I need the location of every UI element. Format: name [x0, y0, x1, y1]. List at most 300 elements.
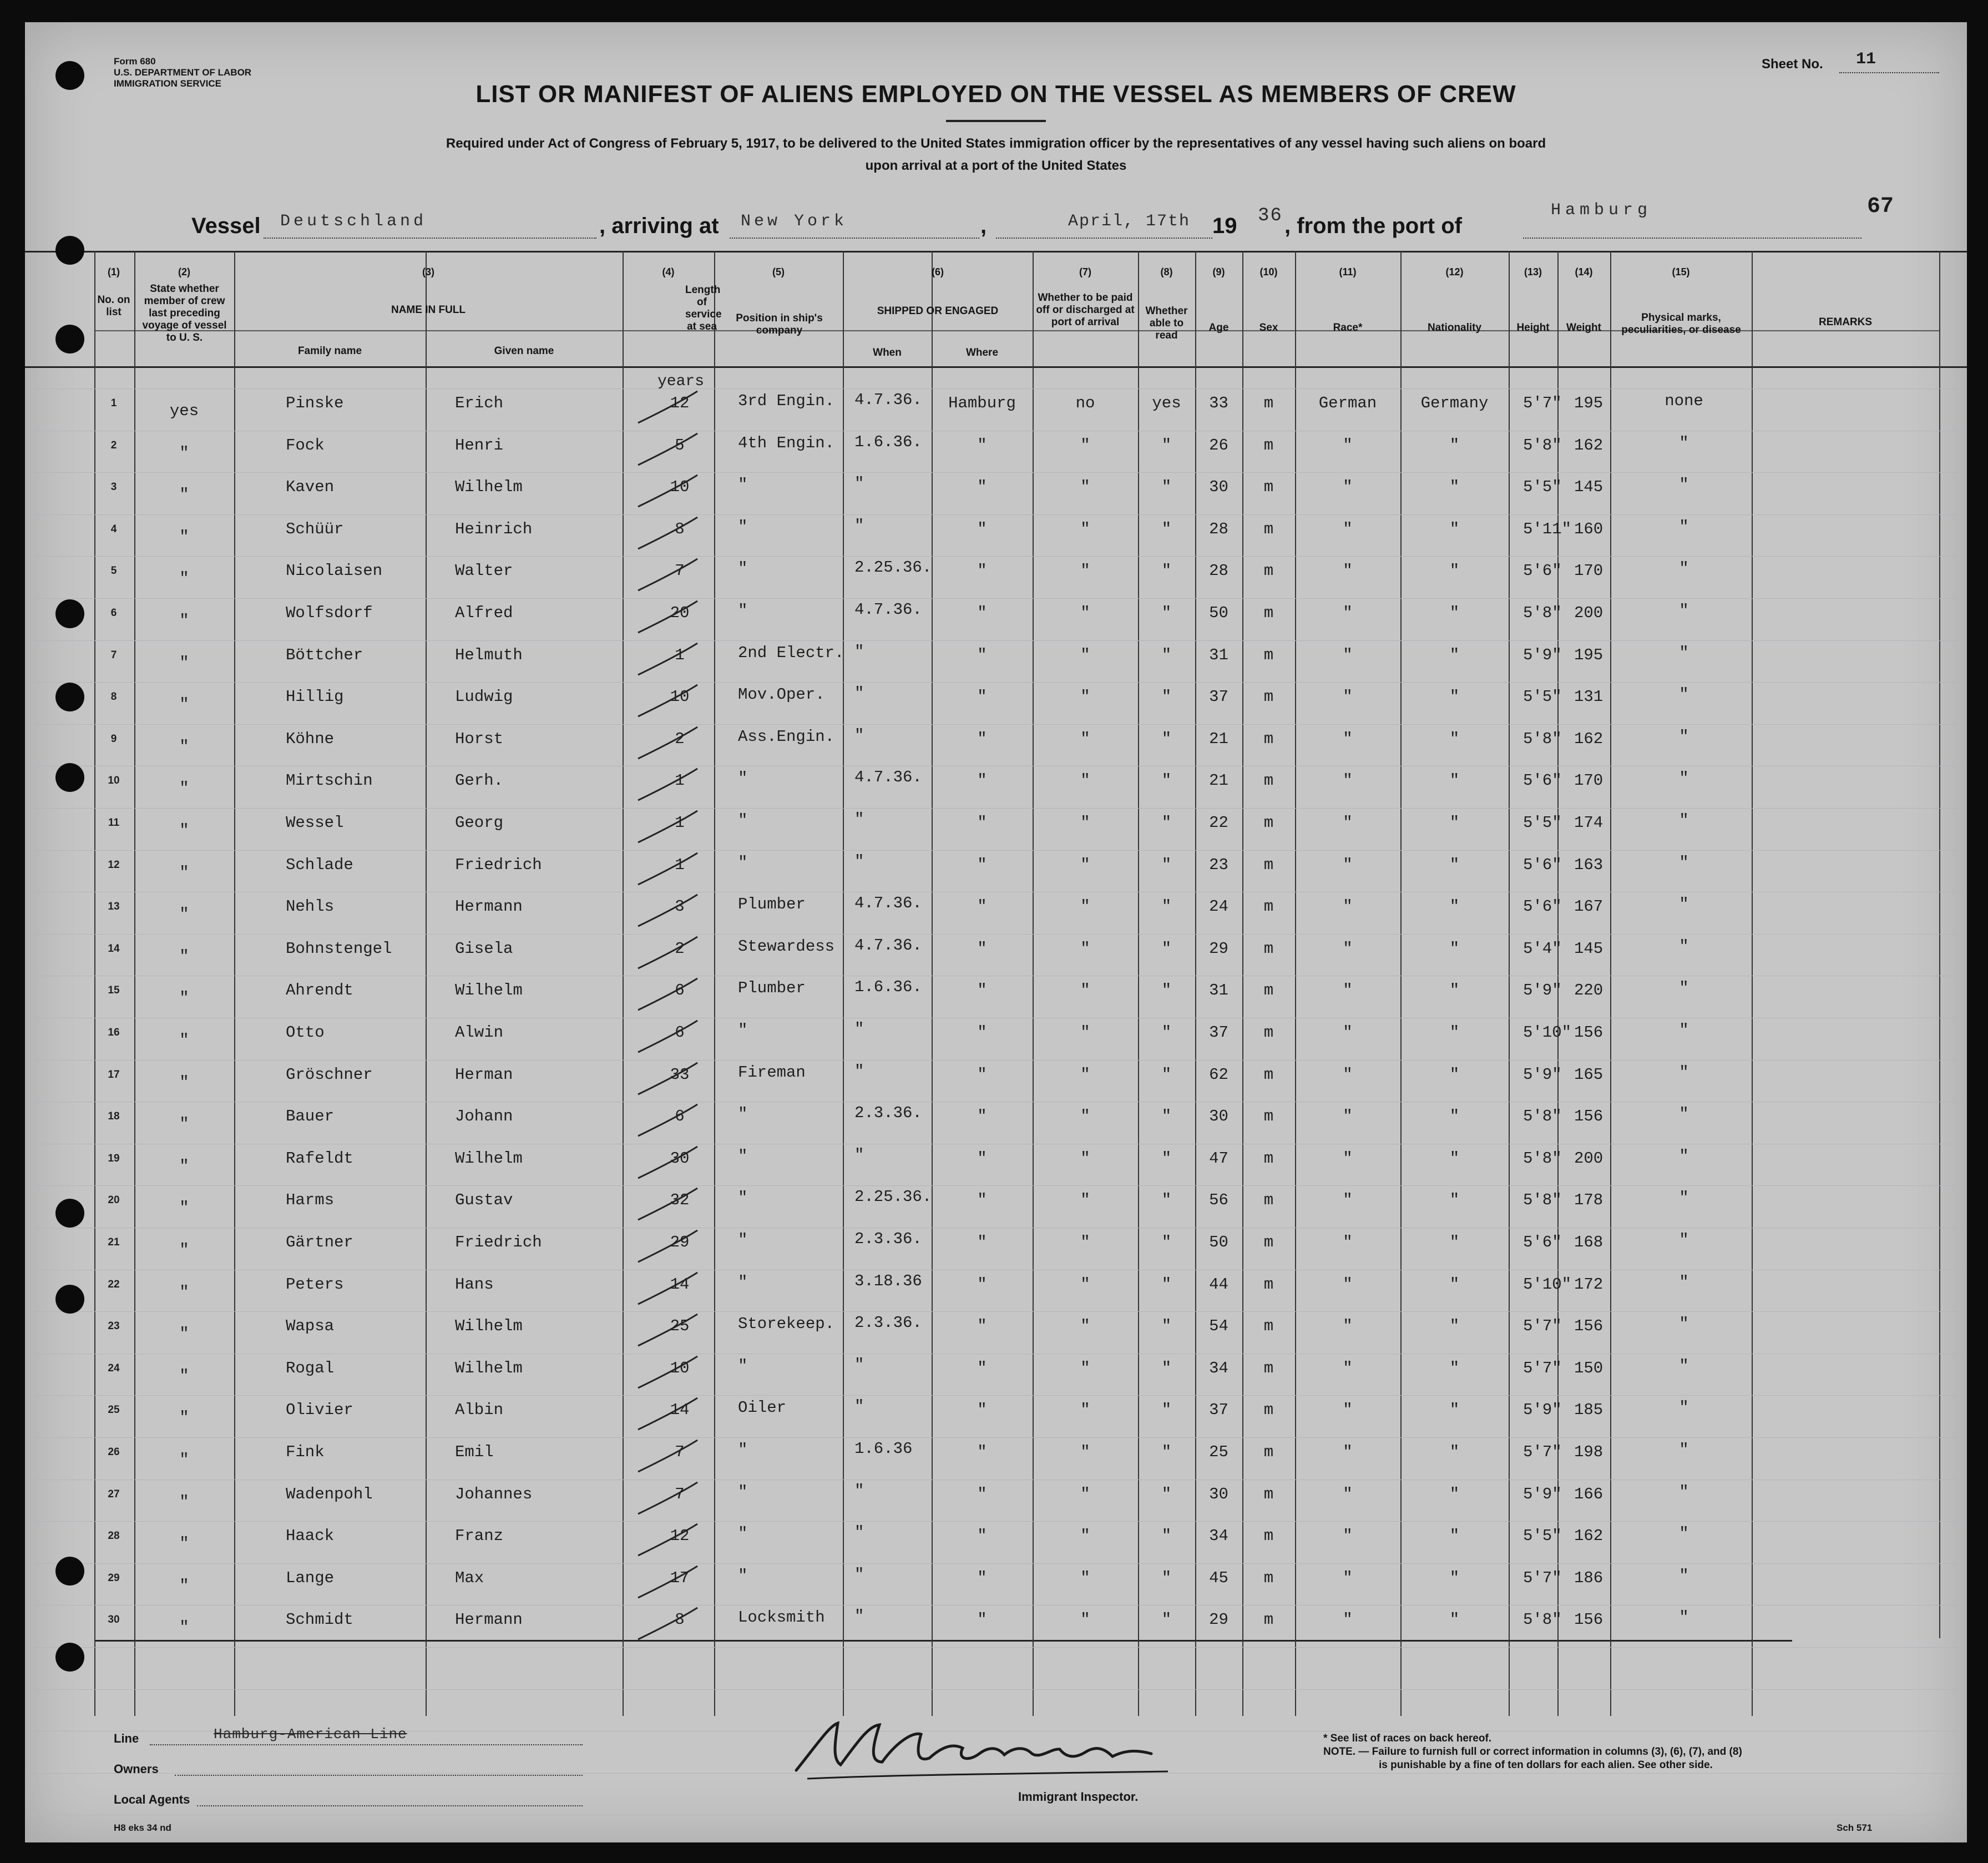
cell-nat: " [1449, 478, 1460, 497]
cell-prev: " [179, 1325, 189, 1344]
cell-marks: " [1679, 979, 1689, 998]
cell-race: " [1343, 688, 1353, 706]
cell-race: German [1318, 394, 1377, 412]
cell-prev: " [179, 653, 189, 672]
cell-family: Pinske [286, 394, 344, 412]
cell-no: 9 [110, 733, 117, 745]
cell-race: " [1343, 855, 1353, 874]
cell-nat: " [1449, 688, 1460, 706]
cell-sex: m [1263, 897, 1274, 916]
cell-given: Hans [455, 1275, 494, 1294]
cell-sex: m [1263, 688, 1274, 706]
cell-age: 45 [1209, 1568, 1228, 1587]
cell-no: 25 [108, 1404, 120, 1416]
cell-race: " [1343, 478, 1353, 497]
cell-where: " [977, 1401, 987, 1420]
punch-hole [55, 683, 84, 711]
cell-where: " [977, 1610, 987, 1629]
cell-no: 28 [108, 1530, 120, 1542]
cell-nat: " [1449, 855, 1460, 874]
cell-nat: " [1449, 1610, 1460, 1629]
cell-marks: " [1679, 433, 1689, 452]
cell-service: 5 [675, 436, 685, 455]
cell-age: 21 [1209, 771, 1228, 790]
manifest-title: LIST OR MANIFEST OF ALIENS EMPLOYED ON THE VESSEL AS MEMBERS OF CREW [475, 80, 1516, 108]
cell-no: 8 [110, 691, 117, 703]
cell-read: " [1161, 814, 1172, 832]
cell-position: " [738, 559, 748, 578]
cell-service: 7 [675, 562, 685, 580]
header-bottom-rule [25, 366, 1967, 368]
cell-sex: m [1263, 1401, 1274, 1420]
cell-family: Nicolaisen [286, 562, 383, 580]
cell-when: " [854, 810, 864, 829]
cell-sex: m [1263, 562, 1274, 580]
check-mark [635, 1018, 702, 1057]
cell-height: 5'8" [1523, 1191, 1562, 1210]
check-mark [635, 808, 702, 847]
col-nationality: Nationality [1427, 322, 1482, 334]
cell-family: Mirtschin [286, 771, 373, 790]
punch-hole [55, 1557, 84, 1586]
cell-given: Alwin [455, 1023, 504, 1042]
cell-sex: m [1263, 604, 1274, 622]
cell-prev: yes [169, 402, 199, 420]
cell-read: " [1161, 1401, 1172, 1420]
cell-nat: " [1449, 729, 1460, 748]
cell-sex: m [1263, 771, 1274, 790]
cell-age: 34 [1209, 1359, 1228, 1377]
check-mark [635, 1060, 702, 1099]
check-mark [635, 682, 702, 721]
cell-family: Wapsa [286, 1317, 335, 1336]
cell-read: " [1161, 1610, 1172, 1629]
cell-where: " [977, 1359, 987, 1377]
cell-service: 17 [670, 1568, 690, 1587]
cell-nat: " [1449, 1107, 1460, 1126]
cell-race: " [1343, 1568, 1353, 1587]
cell-position: " [738, 1189, 748, 1208]
race-note: * See list of races on back hereof. [1323, 1733, 1492, 1744]
cell-age: 62 [1209, 1065, 1228, 1084]
cell-sex: m [1263, 436, 1274, 455]
cell-height: 5'7" [1523, 1317, 1562, 1336]
cell-prev: " [179, 821, 189, 840]
cell-weight: 198 [1574, 1443, 1603, 1461]
cell-family: Schlade [286, 855, 353, 874]
check-mark [635, 1354, 702, 1392]
cell-marks: " [1679, 1105, 1689, 1124]
cell-position: " [738, 1524, 748, 1543]
cell-sex: m [1263, 1065, 1274, 1084]
cell-sex: m [1263, 478, 1274, 497]
cell-read: " [1161, 436, 1172, 455]
cell-age: 33 [1209, 394, 1228, 412]
act-subtitle-2: upon arrival at a port of the United States [865, 158, 1127, 173]
cell-when: " [854, 1062, 864, 1081]
cell-when: " [854, 642, 864, 661]
cell-sex: m [1263, 394, 1274, 412]
cell-no: 3 [110, 481, 117, 493]
cell-race: " [1343, 519, 1353, 538]
cell-when: " [854, 1607, 864, 1626]
cell-service: 12 [670, 394, 690, 412]
cell-sex: m [1263, 1023, 1274, 1042]
departure-port: Hamburg [1551, 201, 1652, 220]
cell-when: 1.6.36. [854, 978, 922, 997]
cell-weight: 162 [1574, 1527, 1603, 1546]
cell-paid: " [1080, 436, 1090, 455]
check-mark [635, 640, 702, 679]
col-position: Position in ship's company [736, 312, 823, 336]
punch-hole [55, 236, 84, 265]
cell-sex: m [1263, 1610, 1274, 1629]
cell-no: 30 [108, 1614, 120, 1626]
cell-race: " [1343, 1401, 1353, 1420]
col-family-name: Family name [297, 345, 362, 357]
cell-weight: 150 [1574, 1359, 1603, 1377]
check-mark [635, 514, 702, 553]
cell-service: 32 [670, 1191, 690, 1210]
sheet-number: 11 [1856, 50, 1876, 69]
cell-no: 22 [108, 1278, 120, 1290]
cell-when: " [854, 684, 864, 703]
column-line [623, 251, 624, 1716]
cell-service: 30 [670, 1149, 690, 1168]
cell-service: 20 [670, 604, 690, 622]
cell-where: " [977, 1317, 987, 1336]
cell-height: 5'6" [1523, 897, 1562, 916]
cell-nat: " [1449, 1317, 1460, 1336]
cell-sex: m [1263, 1107, 1274, 1126]
cell-when: " [854, 852, 864, 871]
cell-weight: 200 [1574, 1149, 1603, 1168]
manifest-sheet: Form 680 U.S. DEPARTMENT OF LABOR IMMIGRATION SERVICE Sheet No. 11 LIST OR MANIFEST OF ALIENS EMPLOYED ON THE VESSEL AS MEMBERS OF CREW Required under Act of Congress of February 5, 1917, to be delivered to the United States immigration officer by the representatives of any vessel having such aliens on board upon arrival at a port of the United States Vessel Deutschland , arriving at New York , April, 17th 19 36 , from the port of Hamburg 67 (1) (2) (3) (4) (5) (6) (7) (8) (9) (10) (11) (12) (13) (14) (15) No. on list State whether member of crew last preceding voyage of vessel to U. S. NAME IN FULL Family name Given name Length of service at sea Position in ship's company SHIPPED OR ENGAGED When Where Whether to be paid off or discharged at port of arrival Whether able to read Age Sex Race* Nationality Height Weight Physical marks, peculiarities, or disease REMARKS years 1 yes Pinske Erich 12 3rd Engin. 4.7.36. Hamburg no yes 33 m German Germany 5'7" 195 none 2 " Fock Henri 5 4th Engin. 1.6.36. " " " 26 m " " 5'8" 162 " 3 " Kaven Wilhelm 10 " " " " " 30 m " " 5'5" 145 " 4 " Schüür Heinrich 8 " " " " " 28 m " " 5'11" 160 " 5 " Nicolaisen Walter 7 " 2.25.36. " " " 28 m " " 5'6" 170 " 6 " Wolfsdorf Alfred 20 " 4.7.36. " " " 50 m " " 5'8" 200 " 7 " Böttcher Helmuth 1 2nd Electr. " " " " 31 m " " 5'9" 195 " 8 " Hillig Ludwig 10 Mov.Oper. " " " " 37 m " " 5'5" 131 " 9 " Köhne Horst 2 Ass.Engin. " " " " 21 m " " 5'8" 162 " 10 " Mirtschin Gerh. 1 " 4.7.36. " " " 21 m " " 5'6" 170 " 11 " Wessel Georg 1 " " " " " 22 m " " 5'5" 174 " 12 " Schlade Friedrich 1 " " " " " 23 m " " 5'6" 163 " 13 " Nehls Hermann 3 Plumber 4.7.36. " " " 24 m " " 5'6" 167 " 14 " Bohnstengel Gisela 2 Stewardess 4.7.36. " " " 29 m " " 5'4" 145 " 15 " Ahrendt Wilhelm 6 Plumber 1.6.36. " " " 31 m " " 5'9" 220 " 16 " Otto Alwin 6 " " " " " 37 m " " 5'10" 156 " 17 " Gröschner Herman 33 Fireman " " " " 62 m " " 5'9" 165 " 18 " Bauer Johann 6 " 2.3.36. " " " 30 m " " 5'8" 156 " 19 " Rafeldt Wilhelm 30 " " " " " 47 m " " 5'8" 200 " 20 " Harms Gustav 32 " 2.25.36. " " " 56 m " " 5'8" 178 " 21 " Gärtner Friedrich 29 " 2.3.36. " " " 50 m " " 5'6" 168 " 22 " Peters Hans 14 " 3.18.36 " " " 44 m " " 5'10" 172 " 23 " Wapsa Wilhelm 25 Storekeep. 2.3.36. " " " 54 m " " 5'7" 156 " 24 " Rogal Wilhelm 10 " " " " " 34 m " " 5'7" 150 " 25 " Olivier Albin 14 Oiler " " " " 37 m " " 5'9" 185 " 26 " Fink Emil 7 " 1.6.36 " " " 25 m " " 5'7" 198 " 27 " Wadenpohl Johannes 7 " " " " " 30 m " " 5'9" 166 " 28 " Haack Franz 12 " " " " " 34 m " " 5'5" 162 " 29 " Lange Max 17 " " " " " 45 m " " 5'7" 186 " 30 " Schmidt Hermann 8 Locksmith " " " " 29 m " " 5'8" 156 " Line Hamburg-American Line Owners Local Agents Immigrant Inspector. * See list of races on back hereof. NOTE. — Failure to furnish full or correct information in columns (3), (6), (7), and (8) is punishable by a fine of ten dollars for each alien. See other side. H8 eks 34 nd Sch 571 [25, 22, 1967, 1842]
cell-when: " [854, 1565, 864, 1584]
cell-when: " [854, 1020, 864, 1038]
col-remarks: REMARKS [1818, 316, 1873, 328]
cell-nat: " [1449, 814, 1460, 832]
ruled-line [25, 1437, 1967, 1438]
cell-nat: " [1449, 1359, 1460, 1377]
cell-nat: " [1449, 1443, 1460, 1461]
cell-position: " [738, 769, 748, 788]
cell-paid: " [1080, 897, 1090, 916]
cell-paid: " [1080, 1485, 1090, 1503]
cell-where: " [977, 1065, 987, 1084]
cell-given: Wilhelm [455, 981, 523, 1000]
ruled-line [25, 598, 1967, 599]
cell-race: " [1343, 1023, 1353, 1042]
cell-service: 10 [670, 1359, 690, 1377]
cell-position: " [738, 1273, 748, 1291]
cell-nat: " [1449, 1485, 1460, 1503]
cell-where: " [977, 939, 987, 958]
cell-no: 26 [108, 1446, 120, 1458]
cell-weight: 162 [1574, 436, 1603, 455]
cell-service: 3 [675, 897, 685, 916]
cell-age: 25 [1209, 1443, 1228, 1461]
cell-prev: " [179, 779, 189, 798]
col-state-whether: State whether member of crew last preceding voyage of vessel to U. S. [142, 283, 227, 344]
cell-race: " [1343, 939, 1353, 958]
cell-position: Stewardess [738, 937, 835, 956]
check-mark [635, 724, 702, 763]
cell-age: 30 [1209, 1107, 1228, 1126]
cell-age: 24 [1209, 897, 1228, 916]
cell-weight: 167 [1574, 897, 1603, 916]
cell-paid: " [1080, 729, 1090, 748]
cell-prev: " [179, 1157, 189, 1175]
col-able-read: Whether able to read [1145, 305, 1188, 341]
cell-marks: " [1679, 1524, 1689, 1543]
cell-given: Gustav [455, 1191, 513, 1210]
cell-where: " [977, 645, 987, 664]
cell-given: Herman [455, 1065, 513, 1084]
cell-service: 14 [670, 1401, 690, 1420]
cell-sex: m [1263, 1359, 1274, 1377]
cell-given: Max [455, 1568, 484, 1587]
ruled-line [25, 1521, 1967, 1522]
cell-prev: " [179, 1199, 189, 1218]
cell-no: 2 [110, 439, 117, 451]
cell-service: 12 [670, 1527, 690, 1546]
cell-service: 1 [675, 645, 685, 664]
check-mark [635, 1605, 702, 1644]
cell-nat: " [1449, 604, 1460, 622]
column-line [426, 251, 427, 1716]
cell-given: Friedrich [455, 855, 542, 874]
vessel-label: Vessel [191, 214, 261, 238]
cell-service: 8 [675, 1610, 685, 1629]
cell-nat: " [1449, 1233, 1460, 1251]
cell-nat: " [1449, 1527, 1460, 1546]
cell-race: " [1343, 1275, 1353, 1294]
cell-no: 20 [108, 1194, 120, 1206]
check-mark [635, 1270, 702, 1309]
cell-marks: " [1679, 1608, 1689, 1627]
vessel-name: Deutschland [280, 212, 427, 231]
cell-weight: 131 [1574, 688, 1603, 706]
cell-where: " [977, 1107, 987, 1126]
cell-race: " [1343, 1610, 1353, 1629]
cell-prev: " [179, 1576, 189, 1595]
col-weight: Weight [1566, 322, 1601, 334]
cell-position: " [738, 1482, 748, 1501]
punch-hole [55, 763, 84, 792]
cell-read: " [1161, 1443, 1172, 1461]
arrival-date: April, 17th [1068, 212, 1191, 231]
cell-family: Nehls [286, 897, 335, 916]
cell-race: " [1343, 729, 1353, 748]
cell-prev: " [179, 905, 189, 924]
cell-position: 3rd Engin. [738, 392, 835, 410]
cell-read: " [1161, 771, 1172, 790]
cell-age: 28 [1209, 519, 1228, 538]
check-mark [635, 976, 702, 1014]
ruled-line [25, 1647, 1967, 1648]
vessel-line [264, 238, 596, 239]
form-number: Form 680 [114, 56, 156, 67]
cell-when: " [854, 1355, 864, 1374]
table-bottom-rule [94, 1640, 1792, 1642]
cell-marks: " [1679, 1273, 1689, 1291]
cell-height: 5'11" [1523, 519, 1572, 538]
cell-height: 5'9" [1523, 1065, 1562, 1084]
ruled-line [25, 472, 1967, 473]
cell-no: 21 [108, 1236, 120, 1248]
cell-age: 54 [1209, 1317, 1228, 1336]
cell-sex: m [1263, 981, 1274, 1000]
cell-paid: " [1080, 519, 1090, 538]
cell-no: 5 [110, 565, 117, 577]
cell-height: 5'8" [1523, 436, 1562, 455]
col-height: Height [1516, 322, 1550, 334]
cell-where: " [977, 436, 987, 455]
cell-when: " [854, 1145, 864, 1164]
col-length-service: Length of service at sea [685, 284, 722, 332]
cell-read: " [1161, 1149, 1172, 1168]
cell-age: 29 [1209, 1610, 1228, 1629]
check-mark [635, 1144, 702, 1183]
ruled-line [25, 1185, 1967, 1186]
cell-position: Mov.Oper. [738, 685, 825, 704]
cell-when: 4.7.36. [854, 936, 922, 955]
cell-prev: " [179, 989, 189, 1008]
cell-no: 13 [108, 901, 120, 913]
cell-family: Bohnstengel [286, 939, 392, 958]
cell-given: Wilhelm [455, 1317, 523, 1336]
cell-prev: " [179, 527, 189, 546]
cell-no: 1 [110, 397, 117, 409]
cell-read: " [1161, 1359, 1172, 1377]
cell-marks: " [1679, 1315, 1689, 1334]
date-line [996, 238, 1212, 239]
check-mark [635, 598, 702, 637]
cell-service: 2 [675, 939, 685, 958]
cell-where: " [977, 855, 987, 874]
punch-hole [55, 1199, 84, 1228]
cell-read: " [1161, 688, 1172, 706]
cell-paid: " [1080, 1443, 1090, 1461]
cell-paid: " [1080, 1191, 1090, 1210]
cell-family: Fink [286, 1443, 325, 1461]
cell-marks: " [1679, 476, 1689, 494]
from-port-label: , from the port of [1284, 214, 1462, 238]
cell-age: 31 [1209, 981, 1228, 1000]
ruled-line [25, 1060, 1967, 1061]
cell-no: 16 [108, 1027, 120, 1038]
cell-position: " [738, 1441, 748, 1459]
cell-sex: m [1263, 1191, 1274, 1210]
cell-no: 15 [108, 984, 120, 997]
cell-age: 50 [1209, 604, 1228, 622]
cell-race: " [1343, 771, 1353, 790]
act-subtitle: Required under Act of Congress of February 5, 1917, to be delivered to the United States immigration officer by the representatives of any vessel having such aliens on board [446, 136, 1546, 151]
cell-no: 17 [108, 1068, 120, 1081]
cell-marks: " [1679, 853, 1689, 872]
cell-prev: " [179, 1283, 189, 1301]
cell-sex: m [1263, 729, 1274, 748]
cell-age: 30 [1209, 1485, 1228, 1503]
cell-prev: " [179, 737, 189, 756]
cell-race: " [1343, 1191, 1353, 1210]
arrival-line [730, 238, 979, 239]
cell-marks: " [1679, 1356, 1689, 1375]
ruled-line [25, 514, 1967, 515]
cell-prev: " [179, 1241, 189, 1259]
cell-read: " [1161, 939, 1172, 958]
cell-weight: 145 [1574, 478, 1603, 497]
sheet-label: Sheet No. [1762, 57, 1823, 72]
cell-weight: 170 [1574, 771, 1603, 790]
cell-prev: " [179, 1451, 189, 1469]
ruled-line [25, 1395, 1967, 1396]
cell-position: " [738, 1566, 748, 1585]
punch-hole [55, 325, 84, 354]
cell-given: Henri [455, 436, 504, 455]
cell-family: Kaven [286, 478, 335, 497]
cell-position: Locksmith [738, 1608, 825, 1627]
cell-no: 10 [108, 775, 120, 787]
cell-prev: " [179, 1366, 189, 1385]
cell-service: 7 [675, 1443, 685, 1461]
cell-family: Bauer [286, 1107, 335, 1126]
cell-service: 29 [670, 1233, 690, 1251]
cell-given: Georg [455, 814, 504, 832]
cell-weight: 178 [1574, 1191, 1603, 1210]
cell-height: 5'8" [1523, 729, 1562, 748]
ruled-line [25, 640, 1967, 641]
cell-sex: m [1263, 814, 1274, 832]
ruled-line [25, 1311, 1967, 1312]
col-where: Where [965, 347, 999, 359]
cell-read: " [1161, 562, 1172, 580]
check-mark [635, 1395, 702, 1434]
cell-position: " [738, 1147, 748, 1165]
check-mark [635, 1228, 702, 1266]
check-mark [635, 431, 702, 469]
cell-paid: no [1075, 394, 1095, 412]
ruled-line [25, 724, 1967, 725]
cell-when: 2.3.36. [854, 1230, 922, 1248]
cell-where: " [977, 729, 987, 748]
cell-nat: " [1449, 562, 1460, 580]
owners-label: Owners [114, 1762, 159, 1776]
ruled-line [25, 808, 1967, 809]
cell-prev: " [179, 947, 189, 966]
cell-weight: 170 [1574, 562, 1603, 580]
cell-paid: " [1080, 1107, 1090, 1126]
cell-nat: " [1449, 1568, 1460, 1587]
cell-age: 34 [1209, 1527, 1228, 1546]
cell-paid: " [1080, 562, 1090, 580]
table-top-rule [25, 251, 1967, 253]
cell-weight: 156 [1574, 1023, 1603, 1042]
cell-when: 2.25.36. [854, 558, 932, 577]
cell-position: " [738, 811, 748, 830]
cell-service: 2 [675, 729, 685, 748]
department-name: U.S. DEPARTMENT OF LABOR [114, 67, 252, 78]
cell-family: Hillig [286, 688, 344, 706]
column-line [234, 251, 235, 1716]
cell-race: " [1343, 1065, 1353, 1084]
cell-service: 25 [670, 1317, 690, 1336]
cell-height: 5'9" [1523, 1401, 1562, 1420]
penalty-note: NOTE. — Failure to furnish full or correct information in columns (3), (6), (7), and (8) [1323, 1746, 1742, 1758]
cell-no: 7 [110, 649, 117, 661]
cell-service: 1 [675, 771, 685, 790]
